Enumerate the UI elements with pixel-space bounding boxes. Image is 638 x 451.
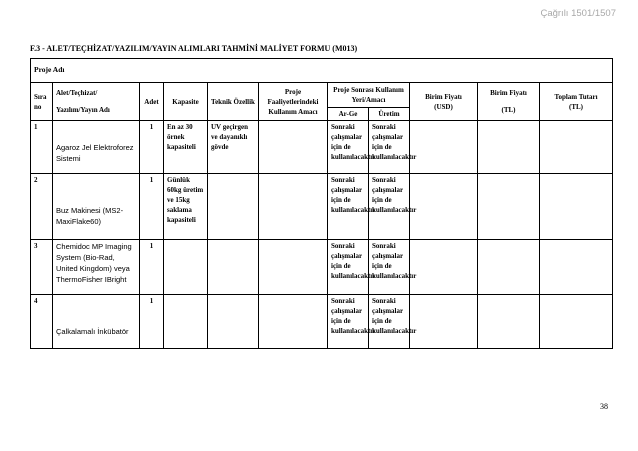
col-header-faaliyet: Proje Faaliyetlerindeki Kullanım Amacı: [259, 83, 328, 121]
col-header-toplam-line1: Toplam Tutarı: [554, 92, 598, 101]
item-name: [53, 174, 140, 240]
page-number: 38: [600, 402, 608, 411]
col-header-birim-tl-line1: Birim Fiyatı: [490, 89, 527, 97]
item-adet: 1: [140, 174, 164, 240]
item-teknik: [208, 295, 259, 349]
item-toplam[interactable]: [540, 240, 613, 295]
project-name-cell[interactable]: [31, 59, 613, 83]
item-uretim: Sonraki çalışmalar için de kullanılacaktır: [369, 121, 410, 174]
col-header-toplam-line2: (TL): [569, 102, 583, 111]
item-name-text: Chemidoc MP Imaging System (Bio-Rad, United Kingdom) veya ThermoFisher IBright: [56, 242, 132, 284]
item-arge: Sonraki çalışmalar için de kullanılacaktır: [328, 121, 369, 174]
item-name-text: Agaroz Jel Elektroforez Sistemi: [56, 143, 134, 163]
item-birim-tl[interactable]: [478, 174, 540, 240]
col-header-alet-line1: Alet/Teçhizat/: [56, 89, 98, 97]
col-header-adet: Adet: [140, 83, 164, 121]
cost-form-table: [30, 58, 613, 349]
item-uretim: Sonraki çalışmalar için de kullanılacaktır: [369, 295, 410, 349]
item-birim-usd[interactable]: [410, 295, 478, 349]
row-no: 1: [31, 121, 53, 174]
item-birim-tl[interactable]: [478, 295, 540, 349]
item-name: [53, 121, 140, 174]
item-adet: 1: [140, 295, 164, 349]
item-toplam[interactable]: [540, 295, 613, 349]
table-row: [31, 295, 613, 349]
item-arge: Sonraki çalışmalar için de kullanılacaktır: [328, 174, 369, 240]
item-arge: Sonraki çalışmalar için de kullanılacaktır: [328, 295, 369, 349]
table-row: [31, 121, 613, 174]
item-kapasite: [164, 240, 208, 295]
col-header-toplam: [540, 83, 613, 121]
col-header-birim-usd-line2: (USD): [434, 102, 453, 111]
row-no: 4: [31, 295, 53, 349]
item-teknik: [208, 174, 259, 240]
col-header-sonrasi: Proje Sonrası Kullanım Yeri/Amacı: [328, 83, 410, 108]
col-header-arge: Ar-Ge: [328, 108, 369, 121]
form-title: F.3 - ALET/TEÇHİZAT/YAZILIM/YAYIN ALIMLARI TAHMİNİ MALİYET FORMU (M013): [30, 44, 358, 53]
col-header-sira: Sıra no: [31, 83, 53, 121]
project-name-label: Proje Adı: [34, 65, 65, 74]
item-teknik: UV geçirgen ve dayanıklı gövde: [208, 121, 259, 174]
item-birim-usd[interactable]: [410, 240, 478, 295]
col-header-alet-line2: Yazılım/Yayın Adı: [56, 106, 110, 114]
item-faaliyet: [259, 240, 328, 295]
item-toplam[interactable]: [540, 174, 613, 240]
col-header-birim-usd-line1: Birim Fiyatı: [425, 92, 462, 101]
col-header-birim-usd: [410, 83, 478, 121]
item-kapasite: Günlük 60kg üretim ve 15kg saklama kapasiteli: [164, 174, 208, 240]
item-faaliyet: [259, 295, 328, 349]
item-kapasite: En az 30 örnek kapasiteli: [164, 121, 208, 174]
item-birim-tl[interactable]: [478, 121, 540, 174]
item-teknik: [208, 240, 259, 295]
row-no: 3: [31, 240, 53, 295]
item-toplam[interactable]: [540, 121, 613, 174]
item-faaliyet: [259, 121, 328, 174]
item-birim-tl[interactable]: [478, 240, 540, 295]
col-header-uretim: Üretim: [369, 108, 410, 121]
item-name: [53, 295, 140, 349]
item-kapasite: [164, 295, 208, 349]
col-header-kapasite: Kapasite: [164, 83, 208, 121]
item-uretim: Sonraki çalışmalar için de kullanılacaktır: [369, 174, 410, 240]
col-header-teknik: Teknik Özellik: [208, 83, 259, 121]
item-faaliyet: [259, 174, 328, 240]
item-name-text: Buz Makinesi (MS2-MaxiFlake60): [56, 206, 124, 226]
item-uretim: Sonraki çalışmalar için de kullanılacaktır: [369, 240, 410, 295]
item-name: [53, 240, 140, 295]
col-header-alet: [53, 83, 140, 121]
item-adet: 1: [140, 121, 164, 174]
item-name-text: Çalkalamalı İnkübatör: [56, 327, 129, 336]
item-birim-usd[interactable]: [410, 121, 478, 174]
col-header-birim-tl-line2: (TL): [501, 106, 516, 114]
page-reference: Çağrılı 1501/1507: [540, 8, 616, 19]
col-header-birim-tl: [478, 83, 540, 121]
row-no: 2: [31, 174, 53, 240]
item-adet: 1: [140, 240, 164, 295]
table-row: [31, 174, 613, 240]
item-arge: Sonraki çalışmalar için de kullanılacaktır: [328, 240, 369, 295]
item-birim-usd[interactable]: [410, 174, 478, 240]
table-row: [31, 240, 613, 295]
